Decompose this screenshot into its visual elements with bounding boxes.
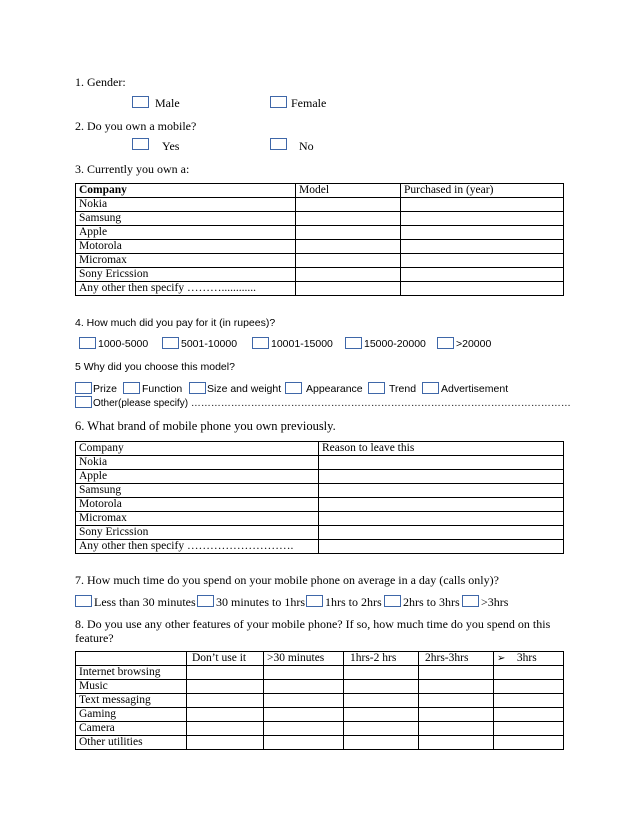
company-cell: Apple	[76, 226, 296, 240]
company-cell: Apple	[76, 470, 319, 484]
model-cell[interactable]	[296, 198, 401, 212]
q4-question: 4. How much did you pay for it (in rupees)?	[75, 317, 276, 329]
table-header-row	[76, 442, 564, 456]
answer-cell[interactable]	[187, 680, 264, 694]
table-row	[76, 498, 564, 512]
answer-cell[interactable]	[419, 680, 494, 694]
year-cell[interactable]	[401, 282, 564, 296]
table-row	[76, 484, 564, 498]
answer-cell[interactable]	[344, 666, 419, 680]
previous-phone-table	[75, 441, 564, 554]
answer-cell[interactable]	[419, 722, 494, 736]
company-cell: Sony Ericssion	[76, 526, 319, 540]
time-option-label: 2hrs to 3hrs	[403, 595, 460, 609]
time-1-to-2-checkbox[interactable]	[306, 595, 323, 607]
female-label: Female	[291, 96, 327, 110]
male-label: Male	[155, 96, 180, 110]
model-cell[interactable]	[296, 226, 401, 240]
answer-cell[interactable]	[494, 722, 564, 736]
trend-checkbox[interactable]	[368, 382, 385, 394]
table-row	[76, 470, 564, 484]
company-cell: Micromax	[76, 512, 319, 526]
table-row	[76, 708, 564, 722]
answer-cell[interactable]	[264, 722, 344, 736]
table-header-row	[76, 184, 564, 198]
table-row	[76, 212, 564, 226]
answer-cell[interactable]	[187, 708, 264, 722]
header-feature	[76, 652, 187, 666]
answer-cell[interactable]	[264, 708, 344, 722]
header-under-30: >30 minutes	[264, 652, 344, 666]
table-row	[76, 254, 564, 268]
year-cell[interactable]	[401, 268, 564, 282]
model-cell[interactable]	[296, 282, 401, 296]
function-checkbox[interactable]	[123, 382, 140, 394]
table-row	[76, 540, 564, 554]
reason-option-label: Advertisement	[441, 383, 509, 395]
q7-question: 7. How much time do you spend on your mobile phone on average in a day (calls only)?	[75, 573, 499, 587]
answer-cell[interactable]	[344, 708, 419, 722]
time-over-3-checkbox[interactable]	[462, 595, 479, 607]
feature-cell: Music	[76, 680, 187, 694]
answer-cell[interactable]	[264, 694, 344, 708]
reason-option-label: Trend	[389, 383, 417, 395]
table-row	[76, 526, 564, 540]
company-cell: Nokia	[76, 456, 319, 470]
price-option-label: >20000	[456, 338, 492, 350]
company-cell: Samsung	[76, 212, 296, 226]
company-cell: Micromax	[76, 254, 296, 268]
feature-cell: Other utilities	[76, 736, 187, 750]
year-cell[interactable]	[401, 254, 564, 268]
other-reason-checkbox[interactable]	[75, 396, 92, 408]
table-row	[76, 198, 564, 212]
reason-option-label: Appearance	[306, 383, 363, 395]
table-row	[76, 736, 564, 750]
reason-cell[interactable]	[319, 456, 564, 470]
table-row	[76, 680, 564, 694]
answer-cell[interactable]	[344, 722, 419, 736]
header-dont-use: Don’t use it	[187, 652, 264, 666]
company-cell: Nokia	[76, 198, 296, 212]
header-1-2-hrs: 1hrs-2 hrs	[344, 652, 419, 666]
table-row	[76, 722, 564, 736]
time-30-to-1-checkbox[interactable]	[197, 595, 214, 607]
company-cell: Motorola	[76, 498, 319, 512]
answer-cell[interactable]	[494, 694, 564, 708]
table-row	[76, 226, 564, 240]
table-row	[76, 268, 564, 282]
feature-cell: Camera	[76, 722, 187, 736]
header-reason: Reason to leave this	[319, 442, 564, 456]
time-2-to-3-checkbox[interactable]	[384, 595, 401, 607]
other-reason-label: Other(please specify) ……………………………………………………………………………………………………	[93, 398, 571, 409]
price-1000-5000-checkbox[interactable]	[79, 337, 96, 349]
reason-cell[interactable]	[319, 498, 564, 512]
reason-cell[interactable]	[319, 470, 564, 484]
prize-checkbox[interactable]	[75, 382, 92, 394]
yes-checkbox[interactable]	[132, 138, 149, 150]
no-checkbox[interactable]	[270, 138, 287, 150]
reason-cell[interactable]	[319, 526, 564, 540]
table-row	[76, 240, 564, 254]
table-row	[76, 282, 564, 296]
model-cell[interactable]	[296, 268, 401, 282]
year-cell[interactable]	[401, 226, 564, 240]
header-model: Model	[296, 184, 401, 198]
company-cell: Any other then specify ………............	[76, 282, 296, 296]
q3-question: 3. Currently you own a:	[75, 162, 190, 176]
yes-label: Yes	[162, 139, 180, 153]
q8-question-line1: 8. Do you use any other features of your mobile phone? If so, how much time do you spend on this	[75, 617, 551, 631]
answer-cell[interactable]	[494, 736, 564, 750]
price-option-label: 15000-20000	[364, 338, 426, 350]
company-cell: Any other then specify ……………………….	[76, 540, 319, 554]
reason-option-label: Function	[142, 383, 183, 395]
time-option-label: 1hrs to 2hrs	[325, 595, 382, 609]
time-option-label: 30 minutes to 1hrs	[216, 595, 305, 609]
answer-cell[interactable]	[494, 708, 564, 722]
q1-question: 1. Gender:	[75, 75, 126, 89]
feature-cell: Internet browsing	[76, 666, 187, 680]
answer-cell[interactable]	[187, 722, 264, 736]
reason-option-label: Size and weight	[207, 383, 282, 395]
model-cell[interactable]	[296, 240, 401, 254]
female-checkbox[interactable]	[270, 96, 287, 108]
answer-cell[interactable]	[494, 666, 564, 680]
answer-cell[interactable]	[344, 680, 419, 694]
price-option-label: 5001-10000	[181, 338, 238, 350]
time-under-30-checkbox[interactable]	[75, 595, 92, 607]
price-15000-20000-checkbox[interactable]	[345, 337, 362, 349]
q6-question: 6. What brand of mobile phone you own previously.	[75, 419, 336, 433]
answer-cell[interactable]	[187, 736, 264, 750]
table-row	[76, 666, 564, 680]
header-company: Company	[76, 442, 319, 456]
price-10001-15000-checkbox[interactable]	[252, 337, 269, 349]
answer-cell[interactable]	[494, 680, 564, 694]
table-row	[76, 456, 564, 470]
reason-cell[interactable]	[319, 484, 564, 498]
model-cell[interactable]	[296, 254, 401, 268]
answer-cell[interactable]	[264, 666, 344, 680]
year-cell[interactable]	[401, 198, 564, 212]
answer-cell[interactable]	[419, 708, 494, 722]
table-row	[76, 512, 564, 526]
header-over-3	[494, 652, 564, 666]
reason-cell[interactable]	[319, 540, 564, 554]
answer-cell[interactable]	[187, 666, 264, 680]
reason-option-label: Prize	[93, 383, 117, 395]
answer-cell[interactable]	[419, 736, 494, 750]
size-weight-checkbox[interactable]	[189, 382, 206, 394]
price-option-label: 1000-5000	[98, 338, 149, 350]
male-checkbox[interactable]	[132, 96, 149, 108]
price-over-20000-checkbox[interactable]	[437, 337, 454, 349]
header-over-3-label: 3hrs	[516, 652, 537, 664]
time-option-label: >3hrs	[481, 595, 509, 609]
answer-cell[interactable]	[419, 694, 494, 708]
year-cell[interactable]	[401, 240, 564, 254]
model-cell[interactable]	[296, 212, 401, 226]
answer-cell[interactable]	[187, 694, 264, 708]
answer-cell[interactable]	[344, 694, 419, 708]
header-purchased: Purchased in (year)	[401, 184, 564, 198]
company-cell: Sony Ericssion	[76, 268, 296, 282]
reason-cell[interactable]	[319, 512, 564, 526]
features-table	[75, 651, 564, 750]
answer-cell[interactable]	[344, 736, 419, 750]
header-company: Company	[76, 184, 296, 198]
answer-cell[interactable]	[419, 666, 494, 680]
year-cell[interactable]	[401, 212, 564, 226]
q8-question-line2: feature?	[75, 631, 114, 645]
answer-cell[interactable]	[264, 736, 344, 750]
q5-question: 5 Why did you choose this model?	[75, 361, 235, 373]
answer-cell[interactable]	[264, 680, 344, 694]
advertisement-checkbox[interactable]	[422, 382, 439, 394]
no-label: No	[299, 139, 314, 153]
appearance-checkbox[interactable]	[285, 382, 302, 394]
price-option-label: 10001-15000	[271, 338, 333, 350]
company-cell: Motorola	[76, 240, 296, 254]
price-5001-10000-checkbox[interactable]	[162, 337, 179, 349]
table-row	[76, 694, 564, 708]
current-phone-table	[75, 183, 564, 296]
feature-cell: Text messaging	[76, 694, 187, 708]
time-option-label: Less than 30 minutes	[94, 595, 196, 609]
feature-cell: Gaming	[76, 708, 187, 722]
table-header-row	[76, 652, 564, 666]
arrow-bullet-icon: ➢	[497, 653, 506, 664]
header-2-3-hrs: 2hrs-3hrs	[419, 652, 494, 666]
company-cell: Samsung	[76, 484, 319, 498]
q2-question: 2. Do you own a mobile?	[75, 119, 197, 133]
